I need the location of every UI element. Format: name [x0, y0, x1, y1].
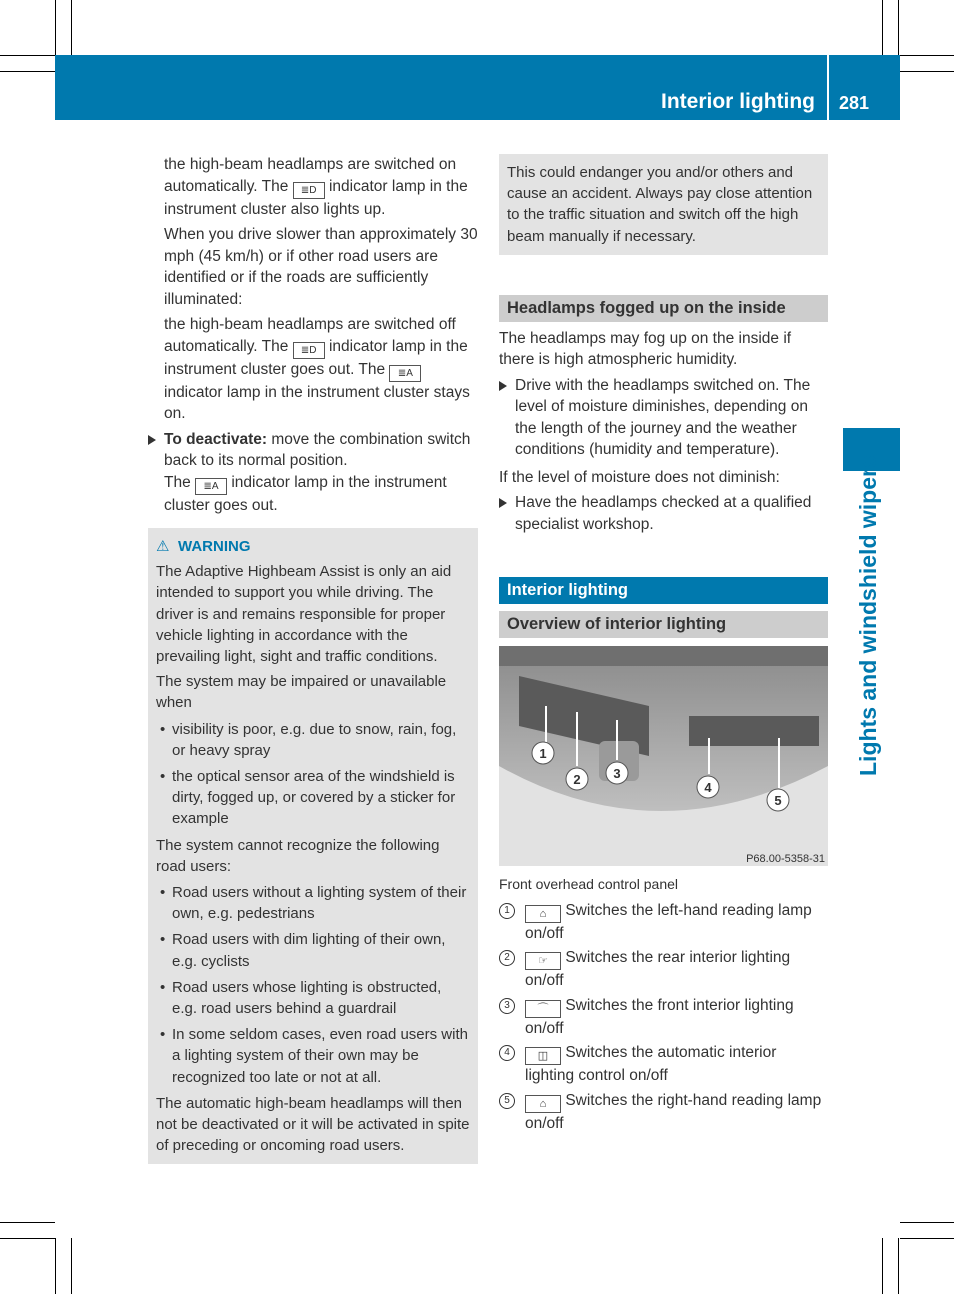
section-title: Interior lighting [499, 577, 828, 604]
paragraph: If the level of moisture does not diminish: [499, 468, 780, 486]
callout-number: 4 [499, 1045, 515, 1061]
automatic-lighting-icon: ◫ [525, 1047, 561, 1065]
callout-label: 1 [539, 746, 547, 762]
figure-caption: Front overhead control panel [499, 876, 678, 893]
list-item: • Road users whose lighting is obstructed, e.g. road users behind a guardrail [156, 977, 470, 1019]
high-beam-assist-lamp-icon: ≣A [389, 365, 421, 382]
instruction-step: Have the headlamps checked at a qualified specialist workshop. [499, 492, 828, 535]
list-item: 1 ⌂ Switches the left-hand reading lamp on/off [499, 900, 828, 945]
crop-mark [71, 0, 72, 55]
list-item: 4 ◫ Switches the automatic interior lighting control on/off [499, 1042, 828, 1087]
callout-number: 1 [499, 903, 515, 919]
list-item: • visibility is poor, e.g. due to snow, rain, fog, or heavy spray [156, 719, 470, 761]
paragraph: The Adaptive Highbeam Assist is only an aid intended to support you while driving. The driver is and remains responsible for proper vehicle lighting in accordance with the prevailing light, sight and traffic conditions. [156, 563, 452, 666]
warning-box [148, 528, 478, 1164]
callout-number: 5 [499, 1093, 515, 1109]
crop-mark [55, 0, 56, 55]
crop-mark [0, 1222, 55, 1223]
crop-mark [882, 0, 883, 55]
callout-label: 3 [613, 766, 621, 782]
panel-illustration [499, 646, 828, 866]
paragraph: the high-beam headlamps are switched on automatically. The ≣D indicator lamp in the instrument cluster also lights up. [164, 156, 468, 218]
crop-mark [0, 71, 55, 72]
right-column [499, 154, 828, 1137]
warning-heading: ⚠ WARNING [156, 536, 470, 557]
header-divider [827, 55, 829, 120]
paragraph: The system may be impaired or unavailable when [156, 673, 447, 712]
paragraph: When you drive slower than approximately 30 mph (45 km/h) or if other road users are identified or if the roads are sufficiently illuminated: [164, 226, 478, 308]
callout-number: 3 [499, 998, 515, 1014]
crop-mark [900, 1238, 954, 1239]
instruction-step: Drive with the headlamps switched on. The level of moisture diminishes, depending on the length of the journey and the weather conditions (humidity and temperature). [499, 375, 828, 461]
high-beam-lamp-icon: ≣D [293, 182, 325, 199]
crop-mark [55, 1238, 56, 1294]
list-item: 5 ⌂ Switches the right-hand reading lamp on/off [499, 1090, 828, 1135]
crop-mark [71, 1238, 72, 1294]
page-header [55, 55, 900, 120]
warning-triangle-icon: ⚠ [156, 538, 170, 555]
crop-mark [882, 1238, 883, 1294]
callout-label: 5 [774, 793, 782, 809]
front-interior-light-icon: ⌒ [525, 1000, 561, 1018]
callout-label: 2 [573, 772, 581, 788]
high-beam-assist-lamp-icon: ≣A [195, 478, 227, 495]
rear-interior-light-icon: ☞ [525, 952, 561, 970]
paragraph: The headlamps may fog up on the inside if there is high atmospheric humidity. [499, 329, 792, 369]
subsection-title: Overview of interior lighting [499, 611, 828, 638]
chapter-label: Lights and windshield wipers [855, 455, 881, 776]
step-arrow-icon [499, 498, 507, 508]
callout-number: 2 [499, 950, 515, 966]
step-arrow-icon [148, 435, 156, 445]
section-heading: Headlamps fogged up on the inside [499, 295, 828, 322]
photo-code: P68.00-5358-31 [746, 853, 825, 866]
reading-lamp-icon: ⌂ [525, 905, 561, 923]
paragraph: The automatic high-beam headlamps will then not be deactivated or it will be activated in spite of preceding or oncoming road users. [156, 1094, 470, 1155]
instruction-step: To deactivate: move the combination switch back to its normal position. The ≣A indicator lamp in the instrument cluster goes out. [148, 429, 478, 517]
overhead-control-panel-photo [499, 646, 828, 866]
crop-mark [0, 1238, 55, 1239]
crop-mark [900, 55, 954, 56]
paragraph: the high-beam headlamps are switched off automatically. The ≣D indicator lamp in the instrument cluster goes out. The ≣A indicator lamp in the instrument cluster stays on. [164, 316, 470, 422]
list-item: • In some seldom cases, even road users with a lighting system of their own may be recognized too late or not at all. [156, 1024, 470, 1088]
crop-mark [900, 71, 954, 72]
list-item: • the optical sensor area of the windshield is dirty, fogged up, or covered by a sticker for example [156, 766, 470, 830]
crop-mark [0, 55, 55, 56]
warning-box-continued: This could endanger you and/or others and cause an accident. Always pay close attention to the traffic situation and switch off the high beam manually if necessary. [499, 154, 828, 255]
list-item: 3 ⌒ Switches the front interior lighting on/off [499, 995, 828, 1040]
crop-mark [898, 0, 899, 55]
paragraph: The system cannot recognize the following road users: [156, 836, 440, 875]
left-column [148, 154, 478, 1164]
page-title: Interior lighting [661, 90, 815, 113]
reading-lamp-icon: ⌂ [525, 1095, 561, 1113]
list-item: • Road users without a lighting system of their own, e.g. pedestrians [156, 882, 470, 924]
crop-mark [898, 1238, 899, 1294]
step-arrow-icon [499, 381, 507, 391]
high-beam-lamp-icon: ≣D [293, 342, 325, 359]
list-item: 2 ☞ Switches the rear interior lighting on/off [499, 947, 828, 992]
list-item: • Road users with dim lighting of their own, e.g. cyclists [156, 929, 470, 971]
callout-label: 4 [704, 780, 712, 796]
page-number: 281 [839, 93, 870, 113]
crop-mark [900, 1222, 954, 1223]
